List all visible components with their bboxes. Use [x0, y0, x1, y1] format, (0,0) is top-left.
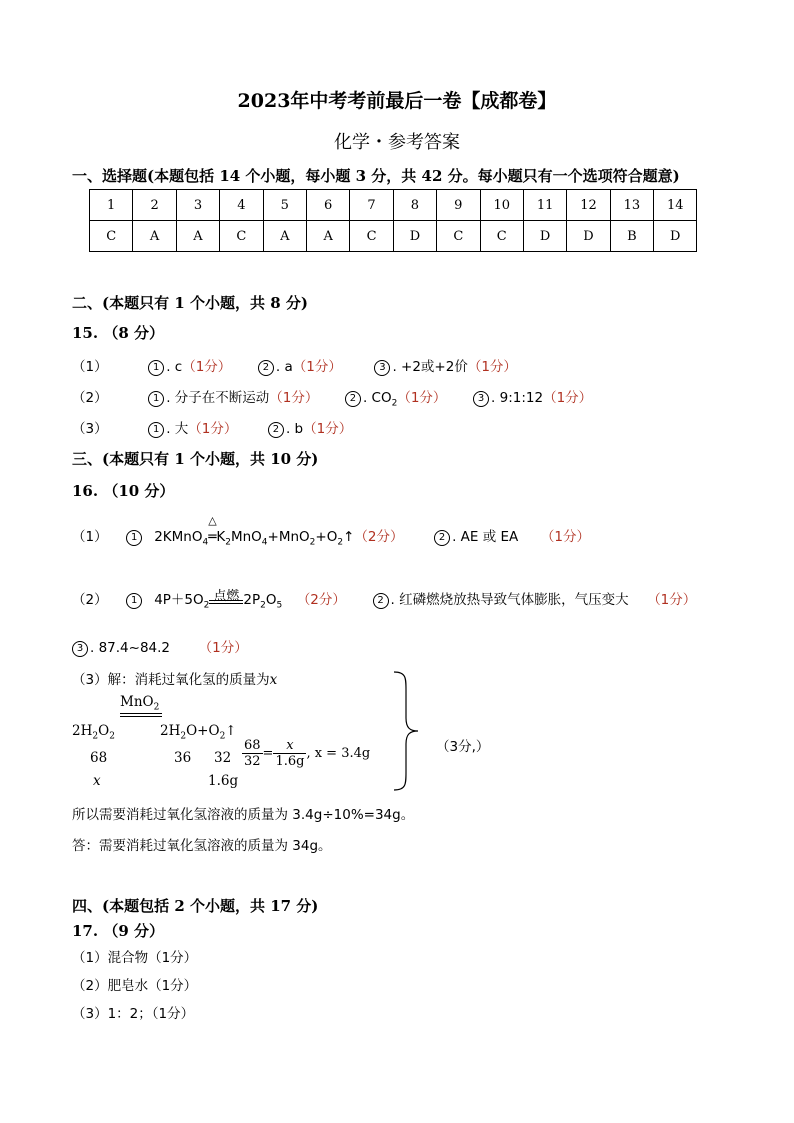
answer-table-numbers-row: [90, 190, 697, 221]
proportion: [242, 738, 370, 769]
reaction-arrow: △ ═: [208, 514, 217, 545]
table-cell: A: [306, 221, 349, 252]
page-title: 2023年中考考前最后一卷【成都卷】: [237, 90, 557, 112]
section-1-heading: 一、选择题(本题包括 14 个小题，每小题 3 分，共 42 分。每小题只有一个选项符合题意): [72, 167, 680, 185]
score: （1分）: [188, 421, 238, 437]
row-label: （3）: [72, 1006, 108, 1022]
q16-row-3: [72, 636, 248, 657]
q16-row-2: [72, 588, 696, 611]
calc-score: （3分,）: [436, 739, 490, 755]
table-cell: 11: [523, 190, 566, 221]
answer: . 大: [166, 421, 189, 437]
table-cell: C: [350, 221, 393, 252]
row-label: （2）: [72, 390, 108, 406]
answer-table: [89, 189, 697, 252]
circled-3-icon: 3: [72, 641, 88, 657]
answer: . c: [166, 359, 183, 375]
numerator: x: [273, 738, 306, 754]
answer: . 红磷燃烧放热导致气体膨胀，气压变大: [390, 592, 629, 608]
fraction: [273, 738, 306, 769]
row-label: （1）: [72, 950, 108, 966]
answer: . 分子在不断运动: [166, 390, 270, 406]
q15-row-2: [72, 386, 592, 409]
answer: . 9:1:12: [491, 390, 544, 406]
conclusion-line-1: 所以需要消耗过氧化氢溶液的质量为 3.4g÷10%=34g。: [72, 807, 415, 823]
formula: O: [98, 723, 110, 739]
circled-1-icon: 1: [148, 422, 164, 438]
equation-part: +O: [315, 529, 338, 545]
q15-heading: 15. （8 分）: [72, 324, 164, 342]
table-cell: 13: [610, 190, 653, 221]
answer: 1：2；: [107, 1006, 152, 1022]
result: , x = 3.4g: [306, 746, 371, 761]
q17-row-3: [72, 1002, 194, 1022]
formula: 2H: [72, 723, 93, 739]
score: （1分）: [292, 359, 342, 375]
subscript: 2: [260, 600, 266, 611]
score: （1分）: [182, 359, 232, 375]
equation-part: K: [216, 529, 226, 545]
given-mass: 1.6g: [208, 773, 239, 789]
catalyst-formula: MnO: [120, 694, 154, 710]
table-cell: D: [567, 221, 610, 252]
subscript: 2: [92, 731, 99, 742]
table-cell: A: [133, 221, 176, 252]
table-cell: 8: [393, 190, 436, 221]
page-subtitle: 化学・参考答案: [334, 132, 460, 153]
circled-3-icon: 3: [374, 360, 390, 376]
equation-part: 2P: [243, 592, 261, 608]
table-cell: C: [90, 221, 133, 252]
answer-table-answers-row: [90, 221, 697, 252]
right-brace-icon: [392, 670, 422, 792]
q15-row-3: [72, 417, 352, 438]
subscript: 2: [180, 731, 187, 742]
score: （1分）: [397, 390, 447, 406]
calc-products: [160, 723, 237, 742]
score: （2分）: [296, 592, 346, 608]
table-cell: 1: [90, 190, 133, 221]
subscript: 2: [109, 731, 115, 742]
denominator: 1.6g: [275, 754, 305, 769]
circled-1-icon: 1: [126, 530, 142, 546]
score: （1分）: [540, 529, 590, 545]
reaction-equals: [120, 713, 162, 717]
row-label: （2）: [72, 592, 108, 608]
answer: . CO: [362, 390, 392, 406]
equation-part: +MnO: [267, 529, 310, 545]
equation-part: 2KMnO: [154, 529, 203, 545]
mass-36: 36: [174, 750, 192, 766]
heat-condition: △: [208, 514, 217, 527]
formula: 2H: [160, 723, 181, 739]
circled-2-icon: 2: [345, 391, 361, 407]
answer: . a: [275, 359, 293, 375]
answer: 混合物: [107, 950, 149, 966]
table-cell: D: [393, 221, 436, 252]
mass-32: 32: [214, 750, 232, 766]
table-cell: 2: [133, 190, 176, 221]
table-cell: B: [610, 221, 653, 252]
circled-2-icon: 2: [434, 530, 450, 546]
table-cell: A: [176, 221, 219, 252]
score: （1分）: [303, 421, 353, 437]
table-cell: 5: [263, 190, 306, 221]
equals: =: [262, 746, 274, 761]
circled-1-icon: 1: [148, 391, 164, 407]
numerator: 68: [244, 738, 261, 753]
circled-1-icon: 1: [126, 593, 142, 609]
subscript: 2: [337, 537, 344, 548]
gas-arrow: ↑: [343, 529, 355, 545]
variable: x: [269, 672, 278, 688]
circled-3-icon: 3: [473, 391, 489, 407]
row-label: （2）: [72, 978, 108, 994]
calc-intro-text: （3）解：消耗过氧化氢的质量为: [72, 672, 270, 688]
equation-part: 4P＋5O: [154, 592, 204, 608]
subscript: 2: [203, 600, 210, 611]
q17-row-2: [72, 974, 197, 994]
equation-part: MnO: [230, 529, 262, 545]
table-cell: 7: [350, 190, 393, 221]
score: （1分）: [151, 1006, 195, 1022]
calc-reactant: [72, 723, 115, 742]
table-cell: 14: [654, 190, 697, 221]
score: （1分）: [467, 359, 517, 375]
catalyst: [120, 694, 159, 713]
gas-arrow: ↑: [225, 723, 237, 739]
table-cell: D: [523, 221, 566, 252]
answer: 肥皂水: [107, 978, 149, 994]
circled-2-icon: 2: [268, 422, 284, 438]
subscript: 4: [261, 537, 268, 548]
table-cell: 9: [437, 190, 480, 221]
table-cell: C: [480, 221, 523, 252]
table-cell: 12: [567, 190, 610, 221]
formula: O+O: [186, 723, 220, 739]
q16-row-1: [72, 514, 590, 548]
table-cell: 10: [480, 190, 523, 221]
q15-row-1: [72, 355, 517, 376]
table-cell: A: [263, 221, 306, 252]
score: （1分）: [198, 640, 248, 656]
subscript: 5: [276, 600, 283, 611]
row-label: （1）: [72, 359, 108, 375]
subscript: 4: [202, 537, 209, 548]
mass-68: 68: [90, 750, 108, 766]
section-4-heading: 四、(本题包括 2 个小题，共 17 分): [72, 897, 319, 915]
table-cell: C: [220, 221, 263, 252]
subscript: 2: [225, 537, 231, 548]
fraction: [242, 738, 263, 769]
score: （1分）: [269, 390, 319, 406]
q16-heading: 16. （10 分）: [72, 482, 175, 500]
equation-part: O: [265, 592, 277, 608]
denominator: 32: [244, 754, 261, 769]
q17-row-1: [72, 946, 197, 966]
circled-2-icon: 2: [373, 593, 389, 609]
subscript: 2: [391, 398, 398, 409]
ignite-condition: 点燃: [213, 589, 240, 604]
score: （1分）: [148, 950, 198, 966]
score: （1分）: [647, 592, 697, 608]
answer: . AE 或 EA: [452, 529, 519, 545]
circled-2-icon: 2: [258, 360, 274, 376]
table-cell: C: [437, 221, 480, 252]
section-3-heading: 三、(本题只有 1 个小题，共 10 分): [72, 450, 319, 468]
score: （1分）: [148, 978, 198, 994]
answer: . 87.4~84.2: [90, 640, 171, 656]
score: （1分）: [543, 390, 593, 406]
subscript: 2: [153, 702, 160, 713]
row-label: （1）: [72, 529, 108, 545]
table-cell: 3: [176, 190, 219, 221]
table-cell: D: [654, 221, 697, 252]
conclusion-line-2: 答：需要消耗过氧化氢溶液的质量为 34g。: [72, 838, 332, 854]
circled-1-icon: 1: [148, 360, 164, 376]
section-2-heading: 二、(本题只有 1 个小题，共 8 分): [72, 294, 308, 312]
score: （2分）: [354, 529, 404, 545]
calc-intro: [72, 668, 277, 688]
q17-heading: 17. （9 分）: [72, 922, 164, 940]
answer: . +2或+2价: [392, 359, 468, 375]
table-cell: 4: [220, 190, 263, 221]
subscript: 2: [309, 537, 316, 548]
answer: . b: [285, 421, 304, 437]
row-label: （3）: [72, 421, 108, 437]
subscript: 2: [219, 731, 226, 742]
unknown-x: x: [93, 773, 101, 789]
table-cell: 6: [306, 190, 349, 221]
